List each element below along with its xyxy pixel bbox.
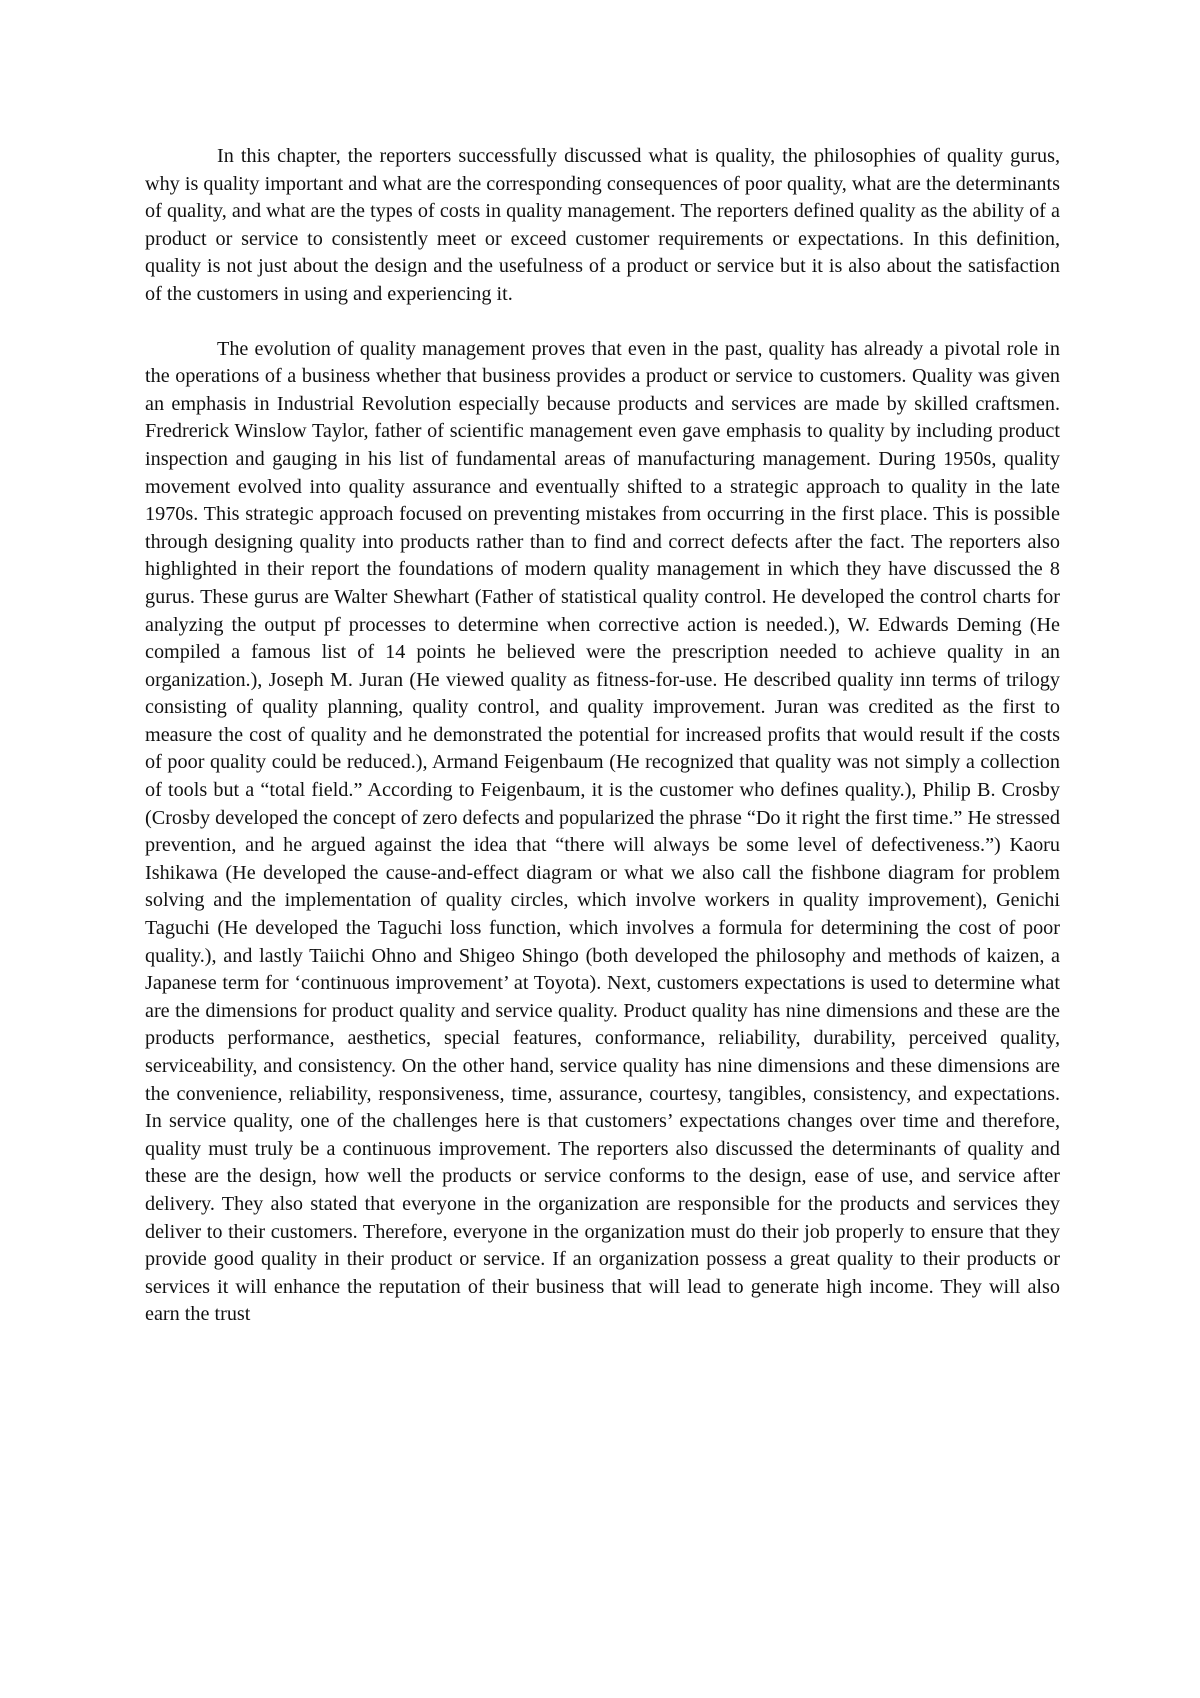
paragraph-2: The evolution of quality management proves that even in the past, quality has already a pivotal role in the operations of a business whether that business provides a product or service to customers. Quality was given an emphasis in Industrial Revolution especially because products and services are made by skilled craftsmen. Fredrerick Winslow Taylor, father of scientific management even gave emphasis to quality by including product inspection and gauging in his list of fundamental areas of manufacturing management. During 1950s, quality movement evolved into quality assurance and eventually shifted to a strategic approach to quality in the late 1970s. This strategic approach focused on preventing mistakes from occurring in the first place. This is possible through designing quality into products rather than to find and correct defects after the fact. The reporters also highlighted in their report the foundations of modern quality management in which they have discussed the 8 gurus. These gurus are Walter Shewhart (Father of statistical quality control. He developed the control charts for analyzing the output pf processes to determine when corrective action is needed.), W. Edwards Deming (He compiled a famous list of 14 points he believed were the prescription needed to achieve quality in an organization.), Joseph M. Juran (He viewed quality as fitness-for-use. He described quality inn terms of trilogy consisting of quality planning, quality control, and quality improvement. Juran was credited as the first to measure the cost of quality and he demonstrated the potential for increased profits that would result if the costs of poor quality could be reduced.), Armand Feigenbaum (He recognized that quality was not simply a collection of tools but a “total field.” According to Feigenbaum, it is the customer who defines quality.), Philip B. Crosby (Crosby developed the concept of zero defects and popularized the phrase “Do it right the first time.” He stressed prevention, and he argued against the idea that “there will always be some level of defectiveness.”) Kaoru Ishikawa (He developed the cause-and-effect diagram or what we also call the fishbone diagram for problem solving and the implementation of quality circles, which involve workers in quality improvement), Genichi Taguchi (He developed the Taguchi loss function, which involves a formula for determining the cost of poor quality.), and lastly Taiichi Ohno and Shigeo Shingo (both developed the philosophy and methods of kaizen, a Japanese term for ‘continuous improvement’ at Toyota). Next, customers expectations is used to determine what are the dimensions for product quality and service quality. Product quality has nine dimensions and these are the products performance, aesthetics, special features, conformance, reliability, durability, perceived quality, serviceability, and consistency. On the other hand, service quality has nine dimensions and these dimensions are the convenience, reliability, responsiveness, time, assurance, courtesy, tangibles, consistency, and expectations. In service quality, one of the challenges here is that customers’ expectations changes over time and therefore, quality must truly be a continuous improvement. The reporters also discussed the determinants of quality and these are the design, how well the products or service conforms to the design, ease of use, and service after delivery. They also stated that everyone in the organization are responsible for the products and services they deliver to their customers. Therefore, everyone in the organization must do their job properly to ensure that they provide good quality in their product or service. If an organization possess a great quality to their products or services it will enhance the reputation of their business that will lead to generate high income. They will also earn the trust bbox=[145, 337, 1060, 1326]
document-page bbox=[145, 143, 1060, 1329]
paragraph-1: In this chapter, the reporters successfully discussed what is quality, the philosophies of quality gurus, why is quality important and what are the corresponding consequences of poor quality, what are the determinants of quality, and what are the types of costs in quality management. The reporters defined quality as the ability of a product or service to consistently meet or exceed customer requirements or expectations. In this definition, quality is not just about the design and the usefulness of a product or service but it is also about the satisfaction of the customers in using and experiencing it. bbox=[145, 145, 1060, 305]
